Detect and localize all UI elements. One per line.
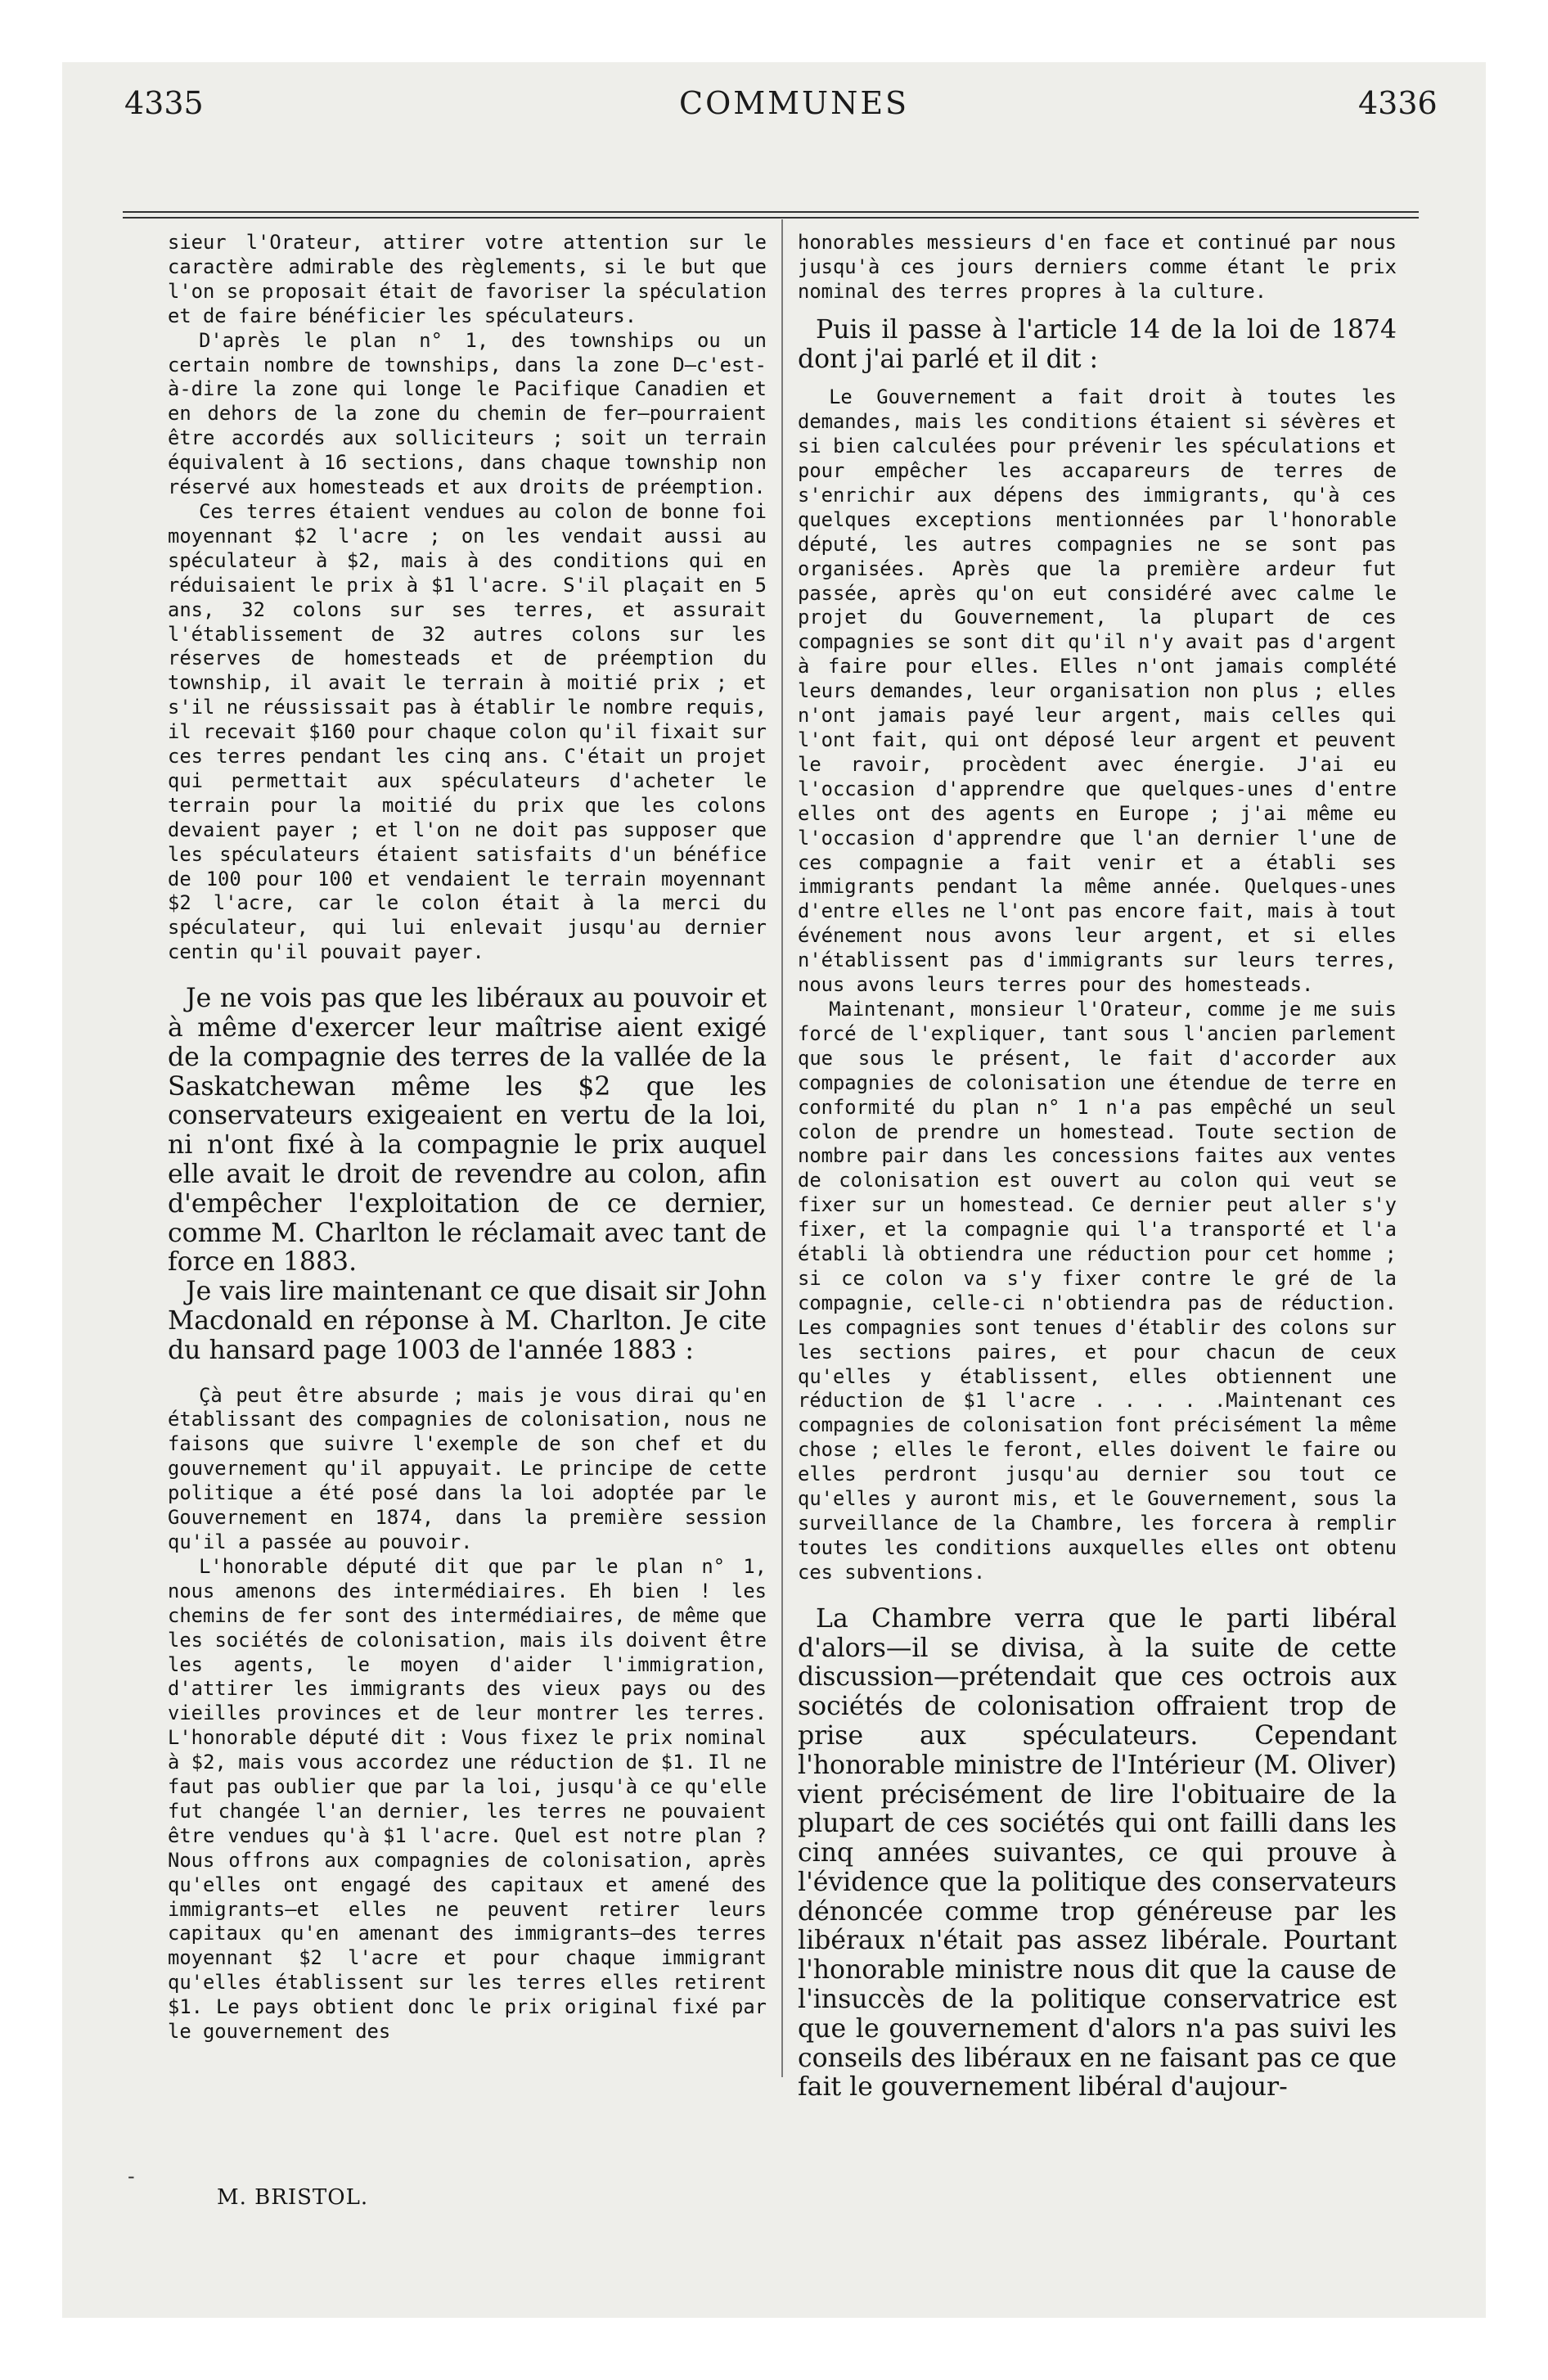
left-paragraph-4: Je ne vois pas que les libéraux au pouvoir et à même d'exercer leur maîtrise aient exigé de la compagnie des terres de la vallée de la Saskatchewan même les $2 que les conservateurs exigeaient en vertu de la loi, ni n'ont fixé à la compagnie le prix auquel elle avait le droit de revendre au colon, afin d'empêcher l'exploitation de ce dernier, comme M. Charlton le réclamait avec tant de force en 1883.	[168, 984, 767, 1278]
right-paragraph-5: La Chambre verra que le parti libéral d'alors—il se divisa, à la suite de cette discussion—prétendait que ces octrois aux sociétés de colonisation offraient trop de prise aux spéculateurs. Cependant l'honorable ministre de l'Intérieur (M. Oliver) vient précisément de lire l'obituaire de la plupart de ces sociétés qui ont failli dans les cinq années suivantes, ce qui prouve à l'évidence que la politique des conservateurs dénoncée comme trop généreuse par les libéraux n'était pas assez libérale. Pourtant l'honorable ministre nous dit que la cause de l'insuccès de la politique conservatrice est que le gouvernement d'alors n'a pas suivi les conseils des libéraux en ne faisant pas ce que fait le gouvernement libéral d'aujour-	[798, 1603, 1397, 2103]
page-title: COMMUNES	[679, 85, 910, 121]
column-divider	[781, 219, 783, 2077]
left-quote-2: L'honorable député dit que par le plan n° 1, nous amenons des intermédiaires. Eh bien ! les chemins de fer sont des intermédiaires, de même que les sociétés de colonisation, mais ils doivent être les agents, le moyen d'aider l'immigration, d'attirer les immigrants des vieux pays ou des vieilles provinces et de leur montrer les terres. L'honorable député dit : Vous fixez le prix nominal à $2, mais vous accordez une réduction de $1. Il ne faut pas oublier que par la loi, jusqu'à ce qu'elle fut changée l'an dernier, les terres ne pouvaient être vendues qu'à $1 l'acre. Quel est notre plan ? Nous offrons aux compagnies de colonisation, après qu'elles ont engagé des capitaux et amené des immigrants—et elles ne peuvent retirer leurs capitaux qu'en amenant des immigrants—des terres moyennant $2 l'acre et pour chaque immigrant qu'elles établissent sur les terres elles retirent $1. Le pays obtient donc le prix original fixé par le gouvernement des	[168, 1554, 767, 2044]
right-column	[798, 231, 1397, 2103]
right-quote-1: Le Gouvernement a fait droit à toutes les demandes, mais les conditions étaient si sévères et si bien calculées pour prévenir les spéculations et pour empêcher les accapareurs de terres de s'enrichir aux dépens des immigrants, qu'à ces quelques exceptions mentionnées par l'honorable député, les autres compagnies ne se sont pas organisées. Après que la première ardeur fut passée, après qu'on eut considéré avec calme le projet du Gouvernement, la plupart de ces compagnies se sont dit qu'il n'y avait pas d'argent à faire pour elles. Elles n'ont jamais complété leurs demandes, leur organisation non plus ; elles n'ont jamais payé leur argent, mais celles qui l'ont fait, qui ont déposé leur argent et peuvent le ravoir, procèdent avec énergie. J'ai eu l'occasion d'apprendre que quelques-unes d'entre elles ont des agents en Europe ; j'ai même eu l'occasion d'apprendre que l'an dernier l'une de ces compagnie a fait venir et a établi ses immigrants pendant la même année. Quelques-unes d'entre elles ne l'ont pas encore fait, mais à tout événement nous avons leur argent, et si elles n'établissent pas d'immigrants sur leurs terres, nous avons leurs terres pour des homesteads.	[798, 385, 1397, 997]
margin-mark: -	[128, 2165, 135, 2188]
left-paragraph-1: sieur l'Orateur, attirer votre attention sur le caractère admirable des règlements, si le but que l'on se proposait était de favoriser la spéculation et de faire bénéficier les spéculateurs.	[168, 231, 767, 327]
header-rule-top	[123, 211, 1419, 213]
left-quote-1: Çà peut être absurde ; mais je vous dirai qu'en établissant des compagnies de colonisation, nous ne faisons que suivre l'exemple de son chef et du gouvernement qu'il appuyait. Le principe de cette politique a été posé dans la loi adoptée par le Gouvernement en 1874, dans la première session qu'il a passée au pouvoir.	[168, 1383, 767, 1553]
left-paragraph-5: Je vais lire maintenant ce que disait sir John Macdonald en réponse à M. Charlton. Je cite du hansard page 1003 de l'année 1883 :	[168, 1277, 767, 1365]
left-column	[168, 231, 767, 2044]
header-rule-bottom	[123, 217, 1419, 219]
right-page-number: 4336	[1358, 85, 1438, 121]
right-quote-2: Maintenant, monsieur l'Orateur, comme je me suis forcé de l'expliquer, tant sous l'ancien parlement que sous le présent, le fait d'accorder aux compagnies de colonisation une étendue de terre en conformité du plan n° 1 n'a pas empêché un seul colon de prendre un homestead. Toute section de nombre pair dans les concessions faites aux ventes de colonisation est ouvert au colon qui veut se fixer sur un homestead. Ce dernier peut aller s'y fixer, et la compagnie qui l'a transporté et l'a établi là obtiendra une réduction pour cet homme ; si ce colon va s'y fixer contre le gré de la compagnie, celle-ci n'obtiendra pas de réduction. Les compagnies sont tenues d'établir des colons sur les sections paires, et pour chacun de ceux qu'elles y établissent, elles obtiennent une réduction de $1 l'acre . . . . .Maintenant ces compagnies de colonisation font précisément la même chose ; elles le feront, elles doivent le faire ou elles perdront jusqu'au dernier sou tout ce qu'elles y auront mis, et le Gouvernement, sous la surveillance de la Chambre, les forcera à remplir toutes les conditions auxquelles elles ont obtenu ces subventions.	[798, 997, 1397, 1584]
right-paragraph-1: honorables messieurs d'en face et continué par nous jusqu'à ces jours derniers comme étant le prix nominal des terres propres à la culture.	[798, 231, 1397, 303]
right-paragraph-2: Puis il passe à l'article 14 de la loi de 1874 dont j'ai parlé et il dit :	[798, 314, 1397, 374]
left-paragraph-3: Ces terres étaient vendues au colon de bonne foi moyennant $2 l'acre ; on les vendait aussi au spéculateur à $2, mais à des conditions qui en réduisaient le prix à $1 l'acre. S'il plaçait en 5 ans, 32 colons sur ses terres, et assurait l'établissement de 32 autres colons sur les réserves de homesteads et de préemption du township, il avait le terrain à moitié prix ; et s'il ne réussissait pas à établir le nombre requis, il recevait $160 pour chaque colon qu'il fixait sur ces terres pendant les cinq ans. C'était un projet qui permettait aux spéculateurs d'acheter le terrain pour la moitié du prix que les colons devaient payer ; et l'on ne doit pas supposer que les spéculateurs étaient satisfaits d'un bénéfice de 100 pour 100 et vendaient le terrain moyennant $2 l'acre, car le colon était à la merci du spéculateur, qui lui enlevait jusqu'au dernier centin qu'il pouvait payer.	[168, 499, 767, 964]
left-paragraph-2: D'après le plan n° 1, des townships ou un certain nombre de townships, dans la zone D—c'est-à-dire la zone qui longe le Pacifique Canadien et en dehors de la zone du chemin de fer—pourraient être accordés aux solliciteurs ; soit un terrain équivalent à 16 sections, dans chaque township non réservé aux homesteads et aux droits de préemption.	[168, 328, 767, 499]
left-page-number: 4335	[124, 85, 204, 121]
speaker-name: M. BRISTOL.	[217, 2185, 369, 2210]
